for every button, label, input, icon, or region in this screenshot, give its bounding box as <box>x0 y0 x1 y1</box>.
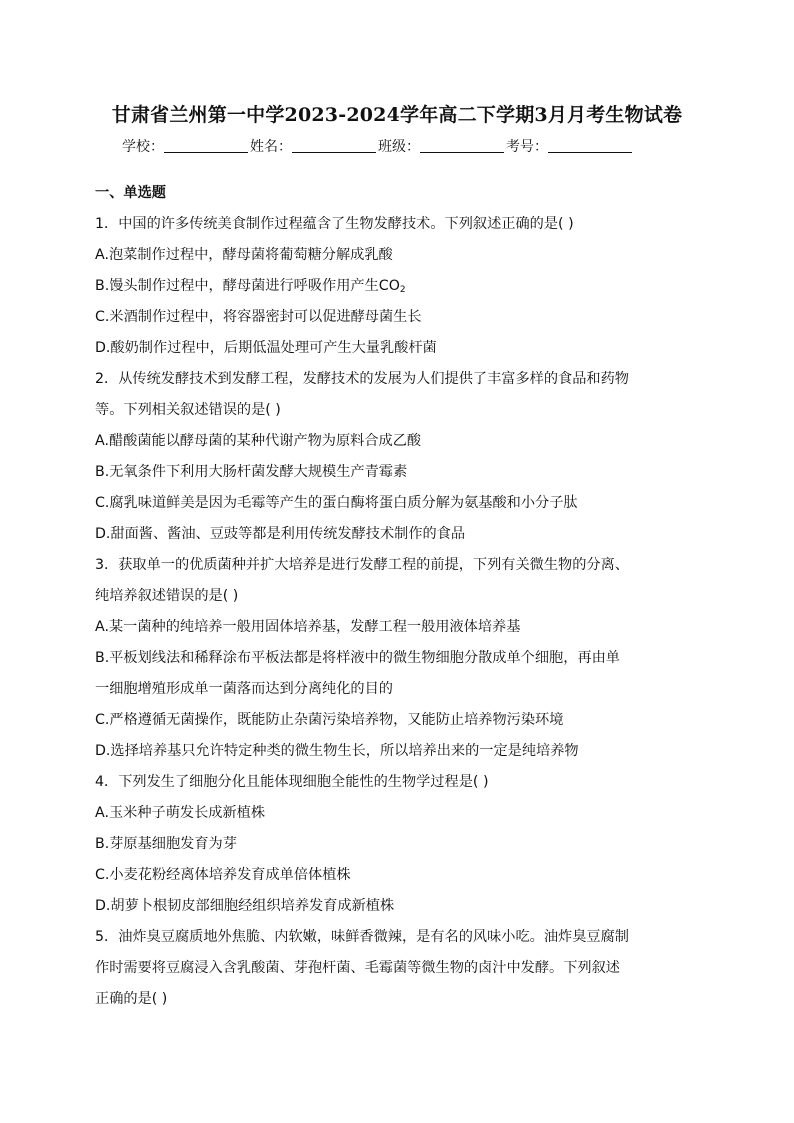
question-3 <box>95 550 705 767</box>
question-stem-line-1: 5．油炸臭豆腐质地外焦脆、内软嫩，味鲜香微辣，是有名的风味小吃。油炸臭豆腐制 <box>95 929 629 945</box>
question-stem-line-3: 正确的是( ) <box>95 991 168 1007</box>
option-a: A.泡菜制作过程中，酵母菌将葡萄糖分解成乳酸 <box>95 247 393 263</box>
number-label: 考号： <box>506 139 548 155</box>
option-a: A.玉米种子萌发长成新植株 <box>95 805 266 821</box>
option-b-line-2: 一细胞增殖形成单一菌落而达到分离纯化的目的 <box>95 681 393 697</box>
school-blank[interactable] <box>164 139 248 153</box>
school-label: 学校： <box>122 139 164 155</box>
question-2 <box>95 364 705 550</box>
co2-subscript: 2 <box>399 285 406 295</box>
question-5 <box>95 922 705 1015</box>
exam-title: 甘肃省兰州第一中学2023-2024学年高二下学期3月月考生物试卷 <box>111 104 683 126</box>
question-stem: 4．下列发生了细胞分化且能体现细胞全能性的生物学过程是( ) <box>95 774 489 790</box>
question-stem-line-1: 3．获取单一的优质菌种并扩大培养是进行发酵工程的前提，下列有关微生物的分离、 <box>95 557 629 573</box>
option-a: A.醋酸菌能以酵母菌的某种代谢产物为原料合成乙酸 <box>95 433 422 449</box>
name-blank[interactable] <box>292 139 376 153</box>
question-1 <box>95 209 705 364</box>
question-stem-line-1: 2．从传统发酵技术到发酵工程，发酵技术的发展为人们提供了丰富多样的食品和药物 <box>95 371 629 387</box>
question-stem-line-2: 纯培养叙述错误的是( ) <box>95 588 239 604</box>
option-d: D.胡萝卜根韧皮部细胞经组织培养发育成新植株 <box>95 898 395 914</box>
option-c: C.腐乳味道鲜美是因为毛霉等产生的蛋白酶将蛋白质分解为氨基酸和小分子肽 <box>95 495 578 511</box>
name-label: 姓名： <box>250 139 292 155</box>
option-d: D.酸奶制作过程中，后期低温处理可产生大量乳酸杆菌 <box>95 340 437 356</box>
question-stem-line-2: 等。下列相关叙述错误的是( ) <box>95 402 281 418</box>
option-b-text: B.馒头制作过程中，酵母菌进行呼吸作用产生CO <box>95 278 400 294</box>
option-b-line-1: B.平板划线法和稀释涂布平板法都是将样液中的微生物细胞分散成单个细胞，再由单 <box>95 650 620 666</box>
option-b: B.无氧条件下利用大肠杆菌发酵大规模生产青霉素 <box>95 464 408 480</box>
option-c: C.米酒制作过程中，将容器密封可以促进酵母菌生长 <box>95 309 422 325</box>
question-stem: 1．中国的许多传统美食制作过程蕴含了生物发酵技术。下列叙述正确的是( ) <box>95 216 574 232</box>
option-c: C.小麦花粉经离体培养发育成单倍体植株 <box>95 867 351 883</box>
option-d: D.选择培养基只允许特定种类的微生物生长，所以培养出来的一定是纯培养物 <box>95 743 579 759</box>
section-heading: 一、单选题 <box>95 185 166 201</box>
option-c: C.严格遵循无菌操作，既能防止杂菌污染培养物，又能防止培养物污染环境 <box>95 712 564 728</box>
exam-content <box>95 178 705 1015</box>
class-label: 班级： <box>378 139 420 155</box>
question-stem-line-2: 作时需要将豆腐浸入含乳酸菌、芽孢杆菌、毛霉菌等微生物的卤汁中发酵。下列叙述 <box>95 960 620 976</box>
student-info-row <box>122 136 634 156</box>
question-4 <box>95 767 705 922</box>
option-b <box>95 271 705 302</box>
option-b: B.芽原基细胞发育为芽 <box>95 836 237 852</box>
number-blank[interactable] <box>548 139 632 153</box>
class-blank[interactable] <box>420 139 504 153</box>
option-d: D.甜面酱、酱油、豆豉等都是利用传统发酵技术制作的食品 <box>95 526 466 542</box>
option-a: A.某一菌种的纯培养一般用固体培养基，发酵工程一般用液体培养基 <box>95 619 521 635</box>
